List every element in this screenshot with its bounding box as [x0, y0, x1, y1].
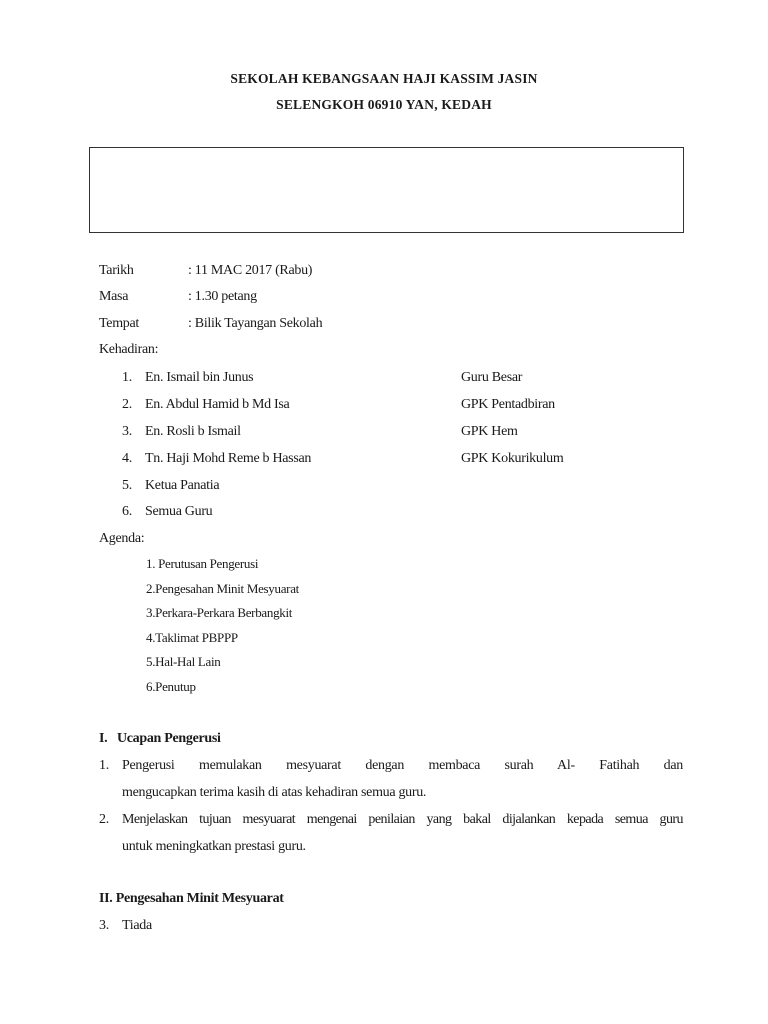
item-num: 3.: [99, 918, 109, 933]
detail-label-time: Masa: [99, 289, 129, 304]
attendee-name: En. Abdul Hamid b Md Isa: [145, 397, 290, 412]
attendee-role: GPK Kokurikulum: [461, 451, 564, 466]
detail-value-date: : 11 MAC 2017 (Rabu): [188, 263, 313, 278]
attendee-num: 1.: [122, 370, 132, 385]
item-num: 1.: [99, 758, 109, 773]
school-name: SEKOLAH KEBANGSAAN HAJI KASSIM JASIN: [230, 71, 538, 86]
item-text-line: mengucapkan terima kasih di atas kehadiran semua guru.: [122, 785, 427, 800]
agenda-item: 5.Hal-Hal Lain: [146, 654, 221, 669]
item-text-line: Pengerusi memulakan mesyuarat dengan membaca surah Al- Fatihah dan: [122, 758, 683, 773]
detail-label-place: Tempat: [99, 316, 139, 331]
attendee-role: Guru Besar: [461, 370, 523, 385]
agenda-item: 3.Perkara-Perkara Berbangkit: [146, 605, 293, 620]
section-heading: II. Pengesahan Minit Mesyuarat: [99, 891, 284, 906]
agenda-label: Agenda:: [99, 531, 145, 546]
attendance-label: Kehadiran:: [99, 342, 159, 357]
item-text-line: Menjelaskan tujuan mesyuarat mengenai penilaian yang bakal dijalankan kepada semua guru: [122, 812, 683, 827]
attendee-name: En. Rosli b Ismail: [145, 424, 241, 439]
item-text-line: untuk meningkatkan prestasi guru.: [122, 839, 306, 854]
attendee-name: Ketua Panatia: [145, 478, 220, 493]
section-heading: I. Ucapan Pengerusi: [99, 731, 221, 746]
detail-value-time: : 1.30 petang: [188, 289, 257, 304]
attendee-num: 2.: [122, 397, 132, 412]
blank-title-box: [89, 147, 684, 233]
attendee-role: GPK Pentadbiran: [461, 397, 555, 412]
agenda-item: 2.Pengesahan Minit Mesyuarat: [146, 581, 299, 596]
attendee-num: 5.: [122, 478, 132, 493]
attendee-num: 6.: [122, 504, 132, 519]
attendee-name: Semua Guru: [145, 504, 213, 519]
agenda-item: 6.Penutup: [146, 679, 196, 694]
attendee-name: En. Ismail bin Junus: [145, 370, 254, 385]
school-address: SELENGKOH 06910 YAN, KEDAH: [276, 97, 492, 112]
agenda-item: 4.Taklimat PBPPP: [146, 630, 238, 645]
attendee-num: 3.: [122, 424, 132, 439]
detail-label-date: Tarikh: [99, 263, 134, 278]
attendee-name: Tn. Haji Mohd Reme b Hassan: [145, 451, 312, 466]
item-text-line: Tiada: [122, 918, 152, 933]
attendee-role: GPK Hem: [461, 424, 518, 439]
agenda-item: 1. Perutusan Pengerusi: [146, 556, 259, 571]
detail-value-place: : Bilik Tayangan Sekolah: [188, 316, 323, 331]
item-num: 2.: [99, 812, 109, 827]
attendee-num: 4.: [122, 451, 132, 466]
